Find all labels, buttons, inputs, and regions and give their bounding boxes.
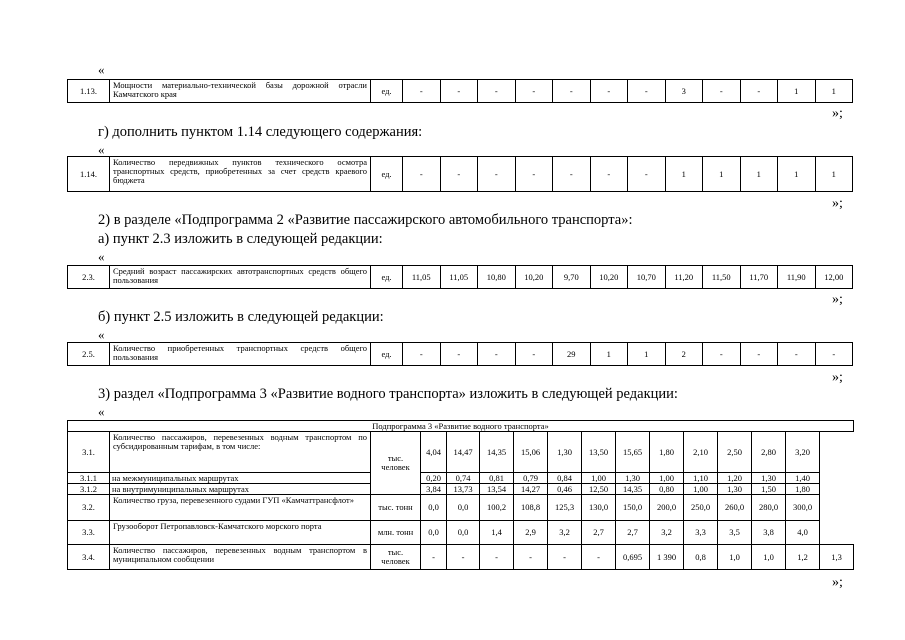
table-row xyxy=(68,473,854,484)
value-cell: 250,0 xyxy=(684,495,718,521)
value-cell: 11,05 xyxy=(440,266,478,289)
value-cell: 2 xyxy=(665,343,703,366)
row-unit: тыс. тонн xyxy=(371,495,421,521)
value-cell: 0,20 xyxy=(421,473,447,484)
row-number: 3.2. xyxy=(68,495,110,521)
row-description: Количество приобретенных транспортных средств общего пользования xyxy=(110,343,371,366)
value-cell: 1,0 xyxy=(718,545,752,570)
value-cell: 1 xyxy=(778,80,816,103)
value-cell: 4,04 xyxy=(421,432,447,473)
table-row xyxy=(68,545,854,570)
subprogram-header: Подпрограмма 3 «Развитие водного транспорта» xyxy=(68,421,854,432)
value-cell: 1,30 xyxy=(718,484,752,495)
value-cell: 3 xyxy=(665,80,703,103)
value-cell: - xyxy=(590,157,628,192)
value-cell: 1,30 xyxy=(752,473,786,484)
value-cell: 9,70 xyxy=(553,266,591,289)
value-cell: 0,0 xyxy=(447,495,480,521)
value-cell: - xyxy=(703,343,741,366)
value-cell: - xyxy=(628,157,666,192)
table-row xyxy=(68,521,854,545)
paragraph-2: 2) в разделе «Подпрограмма 2 «Развитие пассажирского автомобильного транспорта»: xyxy=(98,212,633,228)
value-cell: 13,73 xyxy=(447,484,480,495)
value-cell: 1 xyxy=(740,157,778,192)
value-cell: 12,00 xyxy=(815,266,853,289)
row-number: 3.3. xyxy=(68,521,110,545)
value-cell: 10,80 xyxy=(478,266,516,289)
paragraph-b: б) пункт 2.5 изложить в следующей редакции: xyxy=(98,309,384,325)
value-cell: 1 xyxy=(815,157,853,192)
table-2-3 xyxy=(67,265,853,289)
value-cell: 1,80 xyxy=(786,484,820,495)
value-cell: 14,27 xyxy=(514,484,548,495)
value-cell: 3,5 xyxy=(718,521,752,545)
value-cell: - xyxy=(421,545,447,570)
value-cell: 1,30 xyxy=(616,473,650,484)
value-cell: - xyxy=(440,80,478,103)
value-cell: - xyxy=(778,343,816,366)
value-cell: 280,0 xyxy=(752,495,786,521)
row-number: 3.1.1 xyxy=(68,473,110,484)
table-row xyxy=(68,266,853,289)
value-cell: - xyxy=(447,545,480,570)
row-number: 1.14. xyxy=(68,157,110,192)
value-cell: - xyxy=(478,80,516,103)
value-cell: 1,0 xyxy=(752,545,786,570)
value-cell: - xyxy=(515,80,553,103)
value-cell: - xyxy=(403,157,441,192)
value-cell: 1,50 xyxy=(752,484,786,495)
value-cell: 2,7 xyxy=(582,521,616,545)
table-row xyxy=(68,495,854,521)
value-cell: - xyxy=(478,157,516,192)
table-row xyxy=(68,157,853,192)
value-cell: 0,46 xyxy=(548,484,582,495)
value-cell: 1 xyxy=(703,157,741,192)
row-unit: ед. xyxy=(371,266,403,289)
table-header-row xyxy=(68,421,854,432)
value-cell: 15,06 xyxy=(514,432,548,473)
value-cell: 1,20 xyxy=(718,473,752,484)
value-cell: 0,84 xyxy=(548,473,582,484)
value-cell: - xyxy=(553,80,591,103)
row-number: 2.3. xyxy=(68,266,110,289)
value-cell: 0,0 xyxy=(421,495,447,521)
value-cell: - xyxy=(548,545,582,570)
value-cell: 3,2 xyxy=(650,521,684,545)
value-cell: 1,3 xyxy=(820,545,854,570)
value-cell: 14,35 xyxy=(480,432,514,473)
value-cell: 15,65 xyxy=(616,432,650,473)
value-cell: 2,9 xyxy=(514,521,548,545)
row-unit: тыс. человек xyxy=(371,432,421,495)
value-cell: 1,4 xyxy=(480,521,514,545)
value-cell: 300,0 xyxy=(786,495,820,521)
value-cell: - xyxy=(553,157,591,192)
value-cell: 100,2 xyxy=(480,495,514,521)
row-description: Количество пассажиров, перевезенных водным транспортом по субсидированным тарифам, в том числе: xyxy=(110,432,371,473)
value-cell: 2,10 xyxy=(684,432,718,473)
value-cell: - xyxy=(440,157,478,192)
value-cell: 1 390 xyxy=(650,545,684,570)
value-cell: - xyxy=(703,80,741,103)
table-1-14 xyxy=(67,156,853,192)
value-cell: 0,0 xyxy=(421,521,447,545)
value-cell: 130,0 xyxy=(582,495,616,521)
value-cell: 260,0 xyxy=(718,495,752,521)
value-cell: 3,84 xyxy=(421,484,447,495)
value-cell: 0,80 xyxy=(650,484,684,495)
value-cell: 1 xyxy=(778,157,816,192)
row-description: Мощности материально-технической базы дорожной отрасли Камчатского края xyxy=(110,80,371,103)
value-cell: 200,0 xyxy=(650,495,684,521)
open-quote: « xyxy=(98,249,105,264)
close-quote: »; xyxy=(832,196,843,211)
close-quote: »; xyxy=(832,106,843,121)
value-cell: 1 xyxy=(590,343,628,366)
value-cell: 0,81 xyxy=(480,473,514,484)
row-number: 2.5. xyxy=(68,343,110,366)
value-cell: 14,35 xyxy=(616,484,650,495)
value-cell: 1,80 xyxy=(650,432,684,473)
value-cell: - xyxy=(628,80,666,103)
value-cell: - xyxy=(515,157,553,192)
value-cell: 108,8 xyxy=(514,495,548,521)
table-row xyxy=(68,484,854,495)
row-number: 3.4. xyxy=(68,545,110,570)
value-cell: 150,0 xyxy=(616,495,650,521)
open-quote: « xyxy=(98,62,105,77)
row-unit: ед. xyxy=(371,157,403,192)
table-subprogram-3 xyxy=(67,420,854,570)
value-cell: 0,74 xyxy=(447,473,480,484)
open-quote: « xyxy=(98,142,105,157)
value-cell: - xyxy=(515,343,553,366)
table-row xyxy=(68,432,854,473)
value-cell: 11,90 xyxy=(778,266,816,289)
value-cell: - xyxy=(478,343,516,366)
row-description: Грузооборот Петропавловск-Камчатского морского порта xyxy=(110,521,371,545)
value-cell: - xyxy=(815,343,853,366)
value-cell: - xyxy=(403,343,441,366)
value-cell: 1,2 xyxy=(786,545,820,570)
row-number: 3.1.2 xyxy=(68,484,110,495)
value-cell: 3,20 xyxy=(786,432,820,473)
value-cell: 1 xyxy=(628,343,666,366)
row-description: Количество передвижных пунктов технического осмотра транспортных средств, приобретенных за счет средств краевого бюджета xyxy=(110,157,371,192)
row-unit: тыс. человек xyxy=(371,545,421,570)
value-cell: 12,50 xyxy=(582,484,616,495)
value-cell: 0,8 xyxy=(684,545,718,570)
value-cell: 29 xyxy=(553,343,591,366)
row-unit: ед. xyxy=(371,80,403,103)
value-cell: 11,05 xyxy=(403,266,441,289)
row-description: Количество пассажиров, перевезенных водным транспортом в муниципальном сообщении xyxy=(110,545,371,570)
value-cell: 2,50 xyxy=(718,432,752,473)
value-cell: 1 xyxy=(665,157,703,192)
value-cell: 11,50 xyxy=(703,266,741,289)
value-cell: 10,70 xyxy=(628,266,666,289)
value-cell: 3,8 xyxy=(752,521,786,545)
row-description: на межмуниципальных маршрутах xyxy=(110,473,371,484)
value-cell: 0,0 xyxy=(447,521,480,545)
close-quote: »; xyxy=(832,370,843,385)
table-row xyxy=(68,343,853,366)
row-unit: млн. тонн xyxy=(371,521,421,545)
table-2-5 xyxy=(67,342,853,366)
open-quote: « xyxy=(98,404,105,419)
value-cell: 2,7 xyxy=(616,521,650,545)
value-cell: 3,3 xyxy=(684,521,718,545)
value-cell: 125,3 xyxy=(548,495,582,521)
paragraph-3: 3) раздел «Подпрограмма 3 «Развитие водного транспорта» изложить в следующей редакции: xyxy=(98,386,678,402)
value-cell: 10,20 xyxy=(515,266,553,289)
paragraph-a: а) пункт 2.3 изложить в следующей редакции: xyxy=(98,231,383,247)
value-cell: - xyxy=(590,80,628,103)
value-cell: 1,00 xyxy=(582,473,616,484)
value-cell: 0,79 xyxy=(514,473,548,484)
row-unit: ед. xyxy=(371,343,403,366)
value-cell: - xyxy=(514,545,548,570)
value-cell: 14,47 xyxy=(447,432,480,473)
row-number: 3.1. xyxy=(68,432,110,473)
value-cell: 1,00 xyxy=(684,484,718,495)
value-cell: 3,2 xyxy=(548,521,582,545)
close-quote: »; xyxy=(832,292,843,307)
table-row xyxy=(68,80,853,103)
value-cell: 11,70 xyxy=(740,266,778,289)
value-cell: - xyxy=(403,80,441,103)
open-quote: « xyxy=(98,327,105,342)
value-cell: 13,50 xyxy=(582,432,616,473)
value-cell: - xyxy=(582,545,616,570)
value-cell: 1,10 xyxy=(684,473,718,484)
paragraph-g: г) дополнить пунктом 1.14 следующего содержания: xyxy=(98,124,423,140)
value-cell: 11,20 xyxy=(665,266,703,289)
value-cell: 2,80 xyxy=(752,432,786,473)
value-cell: 4,0 xyxy=(786,521,820,545)
close-quote: »; xyxy=(832,575,843,590)
row-number: 1.13. xyxy=(68,80,110,103)
value-cell: 10,20 xyxy=(590,266,628,289)
value-cell: - xyxy=(740,80,778,103)
value-cell: 1,00 xyxy=(650,473,684,484)
value-cell: - xyxy=(740,343,778,366)
row-description: на внутримуниципальных маршрутах xyxy=(110,484,371,495)
table-1-13 xyxy=(67,79,853,103)
value-cell: - xyxy=(440,343,478,366)
value-cell: 1 xyxy=(815,80,853,103)
value-cell: - xyxy=(480,545,514,570)
value-cell: 1,30 xyxy=(548,432,582,473)
value-cell: 0,695 xyxy=(616,545,650,570)
row-description: Количество груза, перевезенного судами ГУП «Камчаттрансфлот» xyxy=(110,495,371,521)
value-cell: 13,54 xyxy=(480,484,514,495)
value-cell: 1,40 xyxy=(786,473,820,484)
row-description: Средний возраст пассажирских автотранспортных средств общего пользования xyxy=(110,266,371,289)
